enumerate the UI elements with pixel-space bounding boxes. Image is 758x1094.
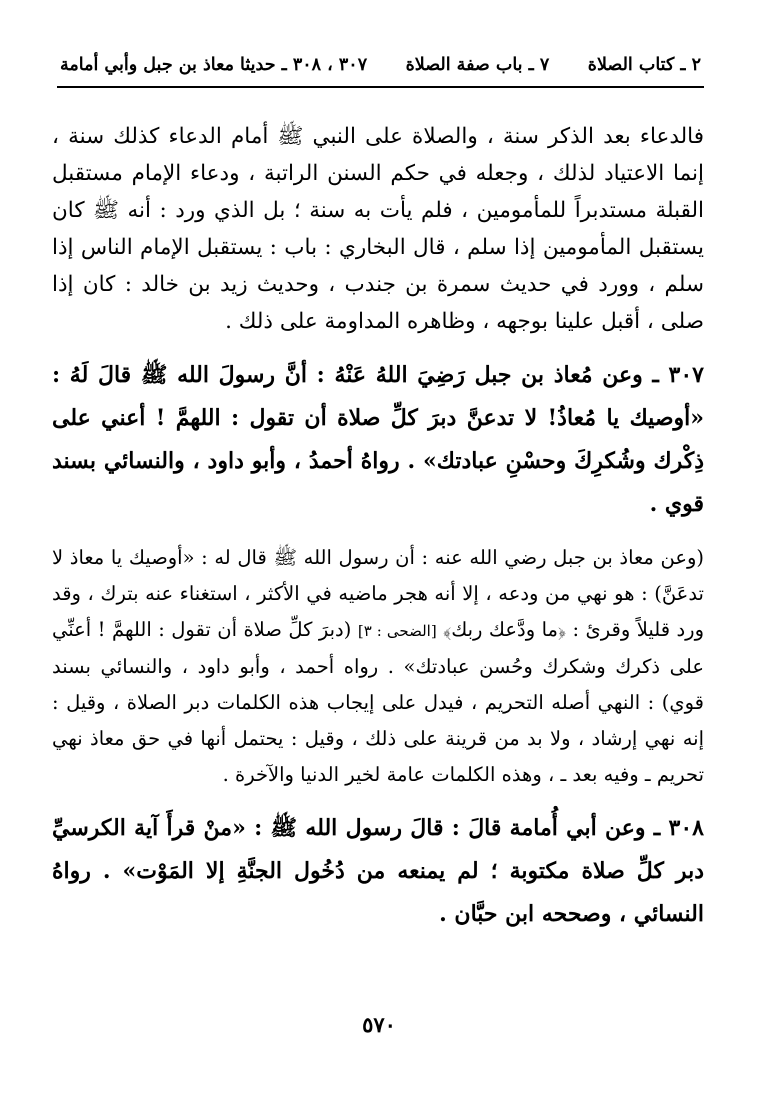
quran-reference: [الضحى : ٣] (357, 622, 437, 640)
header-divider (57, 86, 704, 88)
header-chapter: ٢ ـ كتاب الصلاة (587, 55, 701, 75)
header-section: ٧ ـ باب صفة الصلاة (405, 55, 550, 75)
running-header (60, 48, 701, 82)
header-hadith-numbers: ٣٠٧ ، ٣٠٨ ـ حديثا معاذ بن جبل وأبي أمامة (60, 55, 368, 75)
page-body (52, 118, 704, 936)
paragraph-commentary-dua: فالدعاء بعد الذكر سنة ، والصلاة على النبي ﷺ أمام الدعاء كذلك سنة ، إنما الاعتياد لذلك ، وجعله في حكم السنن الراتبة ، ودعاء الإمام مستقبل القبلة مستدبراً للمأمومين ، فلم يأت به سنة ؛ بل الذي ورد : أنه ﷺ كان يستقبل المأمومين إذا سلم ، قال البخاري : باب : يستقبل الإمام الناس إذا سلم ، وورد في حديث سمرة بن جندب ، وحديث زيد بن خالد : كان إذا صلى ، أقبل علينا بوجهه ، وظاهره المداومة على ذلك . (52, 124, 704, 334)
hadith-307: ٣٠٧ ـ وعن مُعاذ بن جبل رَضِيَ اللهُ عَنْهُ : أنَّ رسولَ الله ﷺ قالَ لَهُ : «أوصيك يا مُعاذُ! لا تدعنَّ دبرَ كلِّ صلاة أن تقول : اللهمَّ ! أعني على ذِكْرك وشُكرِكَ وحسْنِ عبادتك» . رواهُ أحمدُ ، وأبو داود ، والنسائي بسند قوي . (52, 362, 704, 517)
explanation-part-1: (وعن معاذ بن جبل رضي الله عنه : أن رسول الله ﷺ قال له : «أوصيك يا معاذ لا تدعَنَّ) : هو نهي من ودعه ، إلا أنه هجر ماضيه في الأكثر ، استغناء عنه بترك ، وقد ورد قليلاً وقرئ : ﴿ما ودَّعك ربك﴾ (52, 546, 705, 641)
hadith-308: ٣٠٨ ـ وعن أبي أُمامة قالَ : قالَ رسول الله ﷺ : «منْ قرأَ آية الكرسيِّ دبر كلِّ صلاة مكتوبة ؛ لم يمنعه من دُخُول الجنَّةِ إلا المَوْت» . رواهُ النسائي ، وصححه ابن حبَّان . (52, 815, 704, 927)
page-number: ٥٧٠ (362, 1012, 396, 1037)
hadith-307-explanation (52, 540, 704, 793)
explanation-part-2: (دبرَ كلِّ صلاة أن تقول : اللهمَّ ! أعنِّي على ذكرك وشكرك وحُسن عبادتك» . رواه أحمد ، وأبو داود ، والنسائي بسند قوي) : النهي أصله التحريم ، فيدل على إيجاب هذه الكلمات دبر الصلاة ، وقيل : إنه نهي إرشاد ، ولا بد من قرينة على ذلك ، وقيل : يحتمل أنها في حق معاذ نهي تحريم ـ وفيه بعد ـ ، وهذه الكلمات عامة لخير الدنيا والآخرة . (52, 618, 704, 786)
